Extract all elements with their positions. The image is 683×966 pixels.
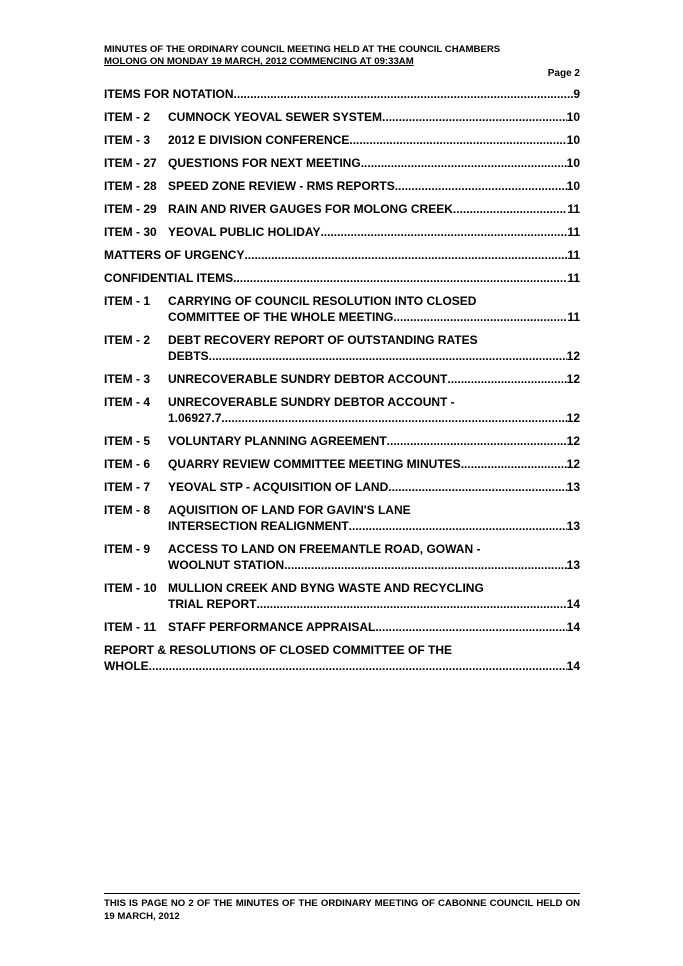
toc-item-title-line-2: WOOLNUT STATION xyxy=(168,558,285,572)
toc-leader-dots xyxy=(388,479,566,495)
toc-item-title: CONFIDENTIAL ITEMS xyxy=(104,271,234,285)
toc-leader-dots xyxy=(395,178,567,194)
toc-item-title-line-1: UNRECOVERABLE SUNDRY DEBTOR ACCOUNT - xyxy=(168,395,455,409)
toc-entry[interactable] xyxy=(104,109,580,125)
toc-item-number: ITEM - 27 xyxy=(104,156,157,170)
toc-page-number: 10 xyxy=(566,179,580,193)
toc-page-number: 12 xyxy=(566,457,580,471)
toc-leader-dots xyxy=(234,86,574,102)
toc-item-title-line-2: DEBTS xyxy=(168,349,209,363)
toc-page-number: 10 xyxy=(566,133,580,147)
toc-item-number: ITEM - 2 xyxy=(104,110,151,124)
toc-page-number: 12 xyxy=(566,372,580,386)
toc-entry[interactable] xyxy=(104,580,580,612)
toc-leader-dots xyxy=(256,596,566,612)
toc-item-title: 2012 E DIVISION CONFERENCE xyxy=(168,133,350,147)
header-line-1: MINUTES OF THE ORDINARY COUNCIL MEETING HELD AT THE COUNCIL CHAMBERS xyxy=(104,44,501,55)
table-of-contents xyxy=(104,86,580,681)
toc-item-number: ITEM - 1 xyxy=(104,294,151,308)
toc-entry[interactable] xyxy=(104,293,580,325)
toc-item-number: ITEM - 29 xyxy=(104,202,157,216)
toc-entry[interactable] xyxy=(104,479,580,495)
toc-item-title-line-1: CARRYING OF COUNCIL RESOLUTION INTO CLOSED xyxy=(168,294,477,308)
toc-item-title: QUESTIONS FOR NEXT MEETING xyxy=(168,156,361,170)
toc-page-number: 13 xyxy=(566,519,580,533)
toc-leader-dots xyxy=(361,155,567,171)
toc-leader-dots xyxy=(382,109,567,125)
toc-item-title: UNRECOVERABLE SUNDRY DEBTOR ACCOUNT xyxy=(168,372,448,386)
toc-item-title: MATTERS OF URGENCY xyxy=(104,248,245,262)
toc-entry[interactable] xyxy=(104,371,580,387)
toc-entry[interactable] xyxy=(104,132,580,148)
toc-item-title: YEOVAL PUBLIC HOLIDAY xyxy=(168,225,321,239)
toc-page-number: 12 xyxy=(566,349,580,363)
toc-leader-dots xyxy=(149,658,567,674)
toc-leader-dots xyxy=(447,371,566,387)
toc-entry[interactable] xyxy=(104,86,580,102)
toc-item-number: ITEM - 3 xyxy=(104,133,151,147)
toc-item-title: STAFF PERFORMANCE APPRAISAL xyxy=(168,620,376,634)
toc-entry[interactable] xyxy=(104,642,580,674)
toc-item-number: ITEM - 4 xyxy=(104,395,151,409)
toc-item-number: ITEM - 7 xyxy=(104,480,151,494)
page-number: Page 2 xyxy=(547,68,580,79)
toc-item-title: QUARRY REVIEW COMMITTEE MEETING MINUTES xyxy=(168,457,461,471)
toc-page-number: 11 xyxy=(567,310,580,324)
page-footer: THIS IS PAGE NO 2 OF THE MINUTES OF THE ORDINARY MEETING OF CABONNE COUNCIL HELD ON 19 MARCH, 2012 xyxy=(104,898,580,922)
toc-page-number: 11 xyxy=(567,248,580,262)
toc-item-title-line-1: ACCESS TO LAND ON FREEMANTLE ROAD, GOWAN - xyxy=(168,542,481,556)
toc-item-number: ITEM - 30 xyxy=(104,225,157,239)
toc-page-number: 10 xyxy=(566,156,580,170)
toc-item-title-line-1: MULLION CREEK AND BYNG WASTE AND RECYCLING xyxy=(168,581,484,595)
toc-page-number: 12 xyxy=(566,434,580,448)
toc-item-title-line-2: COMMITTEE OF THE WHOLE MEETING xyxy=(168,310,394,324)
toc-page-number: 14 xyxy=(566,659,580,673)
toc-page-number: 14 xyxy=(566,620,580,634)
toc-entry[interactable] xyxy=(104,247,580,263)
toc-entry[interactable] xyxy=(104,201,580,217)
toc-leader-dots xyxy=(221,410,566,426)
toc-page-number: 11 xyxy=(567,225,580,239)
toc-item-title-line-1: DEBT RECOVERY REPORT OF OUTSTANDING RATES xyxy=(168,333,478,347)
toc-entry[interactable] xyxy=(104,155,580,171)
toc-item-title: VOLUNTARY PLANNING AGREEMENT xyxy=(168,434,387,448)
toc-item-number: ITEM - 3 xyxy=(104,372,151,386)
toc-page-number: 13 xyxy=(566,558,580,572)
toc-page-number: 12 xyxy=(566,411,580,425)
toc-leader-dots xyxy=(375,619,566,635)
toc-entry[interactable] xyxy=(104,394,580,426)
toc-leader-dots xyxy=(461,456,567,472)
toc-item-number: ITEM - 8 xyxy=(104,503,151,517)
toc-item-title-line-2: TRIAL REPORT xyxy=(168,597,257,611)
toc-page-number: 13 xyxy=(566,480,580,494)
toc-leader-dots xyxy=(244,247,567,263)
toc-page-number: 9 xyxy=(573,87,580,101)
document-header xyxy=(104,44,580,68)
toc-entry[interactable] xyxy=(104,456,580,472)
toc-entry[interactable] xyxy=(104,270,580,286)
toc-item-title: YEOVAL STP - ACQUISITION OF LAND xyxy=(168,480,389,494)
toc-leader-dots xyxy=(320,224,567,240)
toc-entry[interactable] xyxy=(104,619,580,635)
toc-leader-dots xyxy=(393,309,567,325)
footer-divider xyxy=(104,893,580,894)
toc-leader-dots xyxy=(387,433,567,449)
toc-item-number: ITEM - 2 xyxy=(104,333,151,347)
toc-leader-dots xyxy=(209,348,567,364)
toc-item-title: RAIN AND RIVER GAUGES FOR MOLONG CREEK xyxy=(168,202,453,216)
toc-page-number: 11 xyxy=(567,271,580,285)
toc-entry[interactable] xyxy=(104,332,580,364)
toc-item-title-line-2: INTERSECTION REALIGNMENT xyxy=(168,519,349,533)
toc-item-title-line-2: 1.06927.7 xyxy=(168,411,222,425)
toc-leader-dots xyxy=(349,132,566,148)
toc-item-number: ITEM - 11 xyxy=(104,620,157,634)
toc-entry[interactable] xyxy=(104,433,580,449)
toc-item-title: CUMNOCK YEOVAL SEWER SYSTEM xyxy=(168,110,383,124)
toc-page-number: 11 xyxy=(567,202,580,216)
toc-item-number: ITEM - 6 xyxy=(104,457,151,471)
toc-entry[interactable] xyxy=(104,224,580,240)
toc-leader-dots xyxy=(233,270,567,286)
toc-leader-dots xyxy=(453,201,567,217)
toc-page-number: 14 xyxy=(566,597,580,611)
toc-item-title: ITEMS FOR NOTATION xyxy=(104,87,234,101)
toc-item-title-line-1: REPORT & RESOLUTIONS OF CLOSED COMMITTEE OF THE xyxy=(104,643,453,657)
toc-leader-dots xyxy=(284,557,566,573)
toc-item-number: ITEM - 10 xyxy=(104,581,157,595)
toc-item-title: SPEED ZONE REVIEW - RMS REPORTS xyxy=(168,179,395,193)
toc-leader-dots xyxy=(349,518,567,534)
toc-page-number: 10 xyxy=(566,110,580,124)
toc-entry[interactable] xyxy=(104,502,580,534)
toc-item-title-line-2: WHOLE xyxy=(104,659,149,673)
toc-entry[interactable] xyxy=(104,178,580,194)
toc-item-number: ITEM - 28 xyxy=(104,179,157,193)
header-line-2: MOLONG ON MONDAY 19 MARCH, 2012 COMMENCING AT 09:33AM xyxy=(104,56,414,67)
toc-item-title-line-1: AQUISITION OF LAND FOR GAVIN'S LANE xyxy=(168,503,411,517)
toc-item-number: ITEM - 5 xyxy=(104,434,151,448)
toc-entry[interactable] xyxy=(104,541,580,573)
toc-item-number: ITEM - 9 xyxy=(104,542,151,556)
